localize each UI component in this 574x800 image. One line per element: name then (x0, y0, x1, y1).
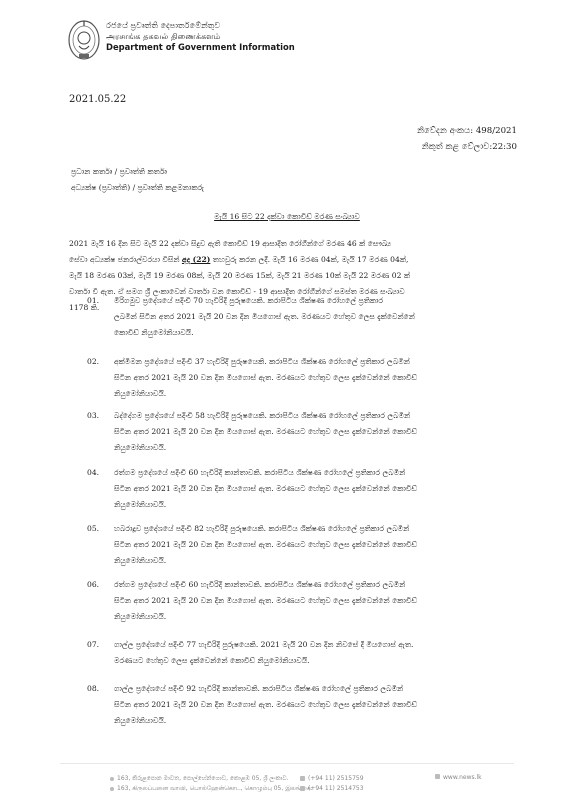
list-item-line: නියුමෝනියාවයි. (114, 443, 167, 452)
intro-line: මැයි 18 මරණ 03ක්, මැයි 19 මරණ 08ක්, මැයි 20 මරණ 15ක්, මැයි 21 මරණ 10ක් මැයි 22 මරණ 02 ක් (69, 271, 411, 280)
list-item-line: සිටින අතර 2021 මැයි 20 වන දින මියගොස් ඇත. මරණයට හේතුව ලෙස දැක්වෙන්නේ කොවිඩ් (114, 484, 418, 493)
department-name-tamil: அரசாங்க தகவல் திணைக்களம் (106, 31, 221, 41)
list-item-line: සිටින අතර 2021 මැයි 20 වන දින මියගොස් ඇත. මරණයට හේතුව ලෙස දැක්වෙන්නේ කොවිඩ් (114, 373, 418, 382)
list-item-line: ලබමින් සිටින අතර 2021 මැයි 20 වන දින මියගොස් ඇත. මරණයට හේතුව ලෙස දැක්වෙන්නේ (114, 312, 415, 321)
department-header (106, 20, 295, 53)
list-item-number: 04. (87, 468, 100, 477)
document-title (0, 212, 574, 222)
list-item-line: නියුමෝනියාවයි. (114, 389, 167, 398)
issue-time: නිකුත් කළ වේලාව:22:30 (421, 142, 517, 152)
list-item-line: රත්ගම ප්‍රදේශයේ පදිංචි 60 හැවිරිදි කාන්තාවකි. කරාපිටිය ශික්ෂණ රෝහලේ ප්‍රතිකාර ලබමින් (114, 580, 406, 589)
intro-highlight: අද (22) (181, 255, 211, 264)
list-item-number: 08. (87, 684, 100, 693)
reference-block (417, 123, 517, 155)
footer-address-tamil: 163, கிருலப்பனை வாவி, பொல்ஹேன்கொட, கொழும்பு 05, இலங்கை. (110, 784, 313, 794)
list-item-line: නියුමෝනියාවයි. (114, 556, 167, 565)
list-item-line: නියුමෝනියාවයි. (114, 716, 167, 725)
list-item-line: සිටින අතර 2021 මැයි 20 වන දින මියගොස් ඇත. මරණයට හේතුව ලෙස දැක්වෙන්නේ කොවිඩ් (114, 427, 418, 436)
sri-lanka-emblem-icon (67, 18, 101, 62)
footer-contacts (300, 774, 364, 794)
list-item-line: අක්මීමන ප්‍රදේශයේ පදිංචි 37 හැවිරිදි පුරුෂයෙකි. කරාපිටිය ශික්ෂණ රෝහලේ ප්‍රතිකාර ලබමින් (114, 357, 410, 366)
footer-address-sinhala: 163, කිරුළපොන මාවත, පොල්හේන්ගොඩ, කොළඹ 05, ශ්‍රී ලංකාව. (110, 774, 313, 784)
intro-text: තහවුරු කරන ලදී. මැයි 16 මරණ 04ක්, මැයි 17 මරණ 04ක්, (210, 255, 409, 264)
department-name-english: Department of Government Information (106, 42, 295, 52)
list-item-line: මරණයට හේතුව ලෙස දැක්වෙන්නේ කොවිඩ් නියුමෝනියාවයි. (114, 656, 310, 665)
issue-date: 2021.05.22 (69, 94, 127, 105)
list-item-text (114, 577, 527, 625)
list-item-line: නියුමෝනියාවයි. (114, 500, 167, 509)
list-item-line: සිටින අතර 2021 මැයි 20 වන දින මියගොස් ඇත. මරණයට හේතුව ලෙස දැක්වෙන්නේ කොවිඩ් (114, 700, 418, 709)
list-item-text (114, 521, 527, 569)
footer-address (110, 774, 313, 794)
list-item-line: සිටින අතර 2021 මැයි 20 වන දින මියගොස් ඇත. මරණයට හේතුව ලෙස දැක්වෙන්නේ කොවිඩ් (114, 540, 418, 549)
reference-number: නිවේදන අංකය: 498/2021 (417, 126, 517, 136)
intro-text: සේවා අධ්‍යක්ෂ ජනරාල්වරයා විසින් (69, 255, 182, 264)
intro-line: 1178 කි. (69, 303, 100, 312)
list-item-line: රත්ගම ප්‍රදේශයේ පදිංචි 60 හැවිරිදි කාන්තාවකි. කරාපිටිය ශික්ෂණ රෝහලේ ප්‍රතිකාර ලබමින් (114, 468, 406, 477)
list-item-number: 02. (87, 357, 100, 366)
list-item-text (114, 465, 527, 513)
list-item-line: බද්දේගම ප්‍රදේශයේ පදිංචි 58 හැවිරිදි පුරුෂයෙකි. කරාපිටිය ශික්ෂණ රෝහලේ ප්‍රතිකාර ලබමින් (114, 411, 411, 420)
footer-fax: (+94 11) 2514753 (300, 784, 364, 794)
footer-telephone: (+94 11) 2515759 (300, 774, 364, 784)
recipient-line: ප්‍රධාන කර්තෘ / ප්‍රවෘත්ති කර්තෘ (71, 167, 167, 176)
footer (60, 763, 514, 800)
list-item-line: හබරාදූව ප්‍රදේශයේ පදිංචි 82 හැවිරිදි පුරුෂයෙකි. කරාපිටිය ශික්ෂණ රෝහලේ ප්‍රතිකාර ලබමින් (114, 524, 410, 533)
recipients (71, 164, 204, 196)
list-item-line: කොවිඩ් නියුමෝනියාවයි. (114, 328, 194, 337)
list-item-number: 03. (87, 411, 100, 420)
list-item-text (114, 354, 527, 402)
list-item-line: මීරිගමුව ප්‍රදේශයේ පදිංචි 70 හැවිරිදි පුරුෂයෙකි. කරාපිටිය ශික්ෂණ රෝහලේ ප්‍රතිකාර (114, 296, 384, 305)
intro-line: වාර්තා වී ඇත. ඒ සමග ශ්‍රී ලංකාවෙන් වාර්තා වන කොවිඩ් - 19 ආසාදිත රෝගීන්ගේ සමස්ත මරණ සංඛ්‍යාව (69, 287, 405, 296)
document-title-text: මැයි 16 සිට 22 දක්වා කොවිඩ් මරණ සංඛ්‍යාව (214, 212, 360, 221)
list-item-number: 06. (87, 580, 100, 589)
recipient-line: අධ්‍යක්ෂ (ප්‍රවෘත්ති) / ප්‍රවෘත්ති කළමනාකරු (71, 183, 204, 192)
list-item-number: 05. (87, 524, 100, 533)
footer-website: www.news.lk (435, 774, 482, 781)
intro-line: 2021 මැයි 16 දින සිට මැයි 22 දක්වා සිදුව ඇති කොවිඩ් 19 ආසාදිත රෝගීන්ගේ මරණ 46 ක් සෞඛ්‍ය (69, 239, 392, 248)
list-item-text (114, 293, 527, 341)
list-item-line: නියුමෝනියාවයි. (114, 612, 167, 621)
list-item-line: ගාල්ල ප්‍රදේශයේ පදිංචි 77 හැවිරිදි පුරුෂයෙකි. 2021 මැයි 20 වන දින නිවසේ දී මියගොස් ඇත. (114, 640, 414, 649)
list-item-line: ගාල්ල ප්‍රදේශයේ පදිංචි 92 හැවිරිදි කාන්තාවකි. කරාපිටිය ශික්ෂණ රෝහලේ ප්‍රතිකාර ලබමින් (114, 684, 404, 693)
list-item-number: 01. (87, 296, 100, 305)
department-name-sinhala: රජයේ ප්‍රවෘත්ති දෙපාර්තමේන්තුව (106, 20, 221, 30)
list-item-text (114, 408, 527, 456)
list-item-text (114, 637, 527, 669)
intro-line (69, 252, 519, 268)
list-item-line: සිටින අතර 2021 මැයි 20 වන දින මියගොස් ඇත. මරණයට හේතුව ලෙස දැක්වෙන්නේ කොවිඩ් (114, 596, 418, 605)
list-item-number: 07. (87, 640, 100, 649)
list-item-text (114, 681, 527, 729)
